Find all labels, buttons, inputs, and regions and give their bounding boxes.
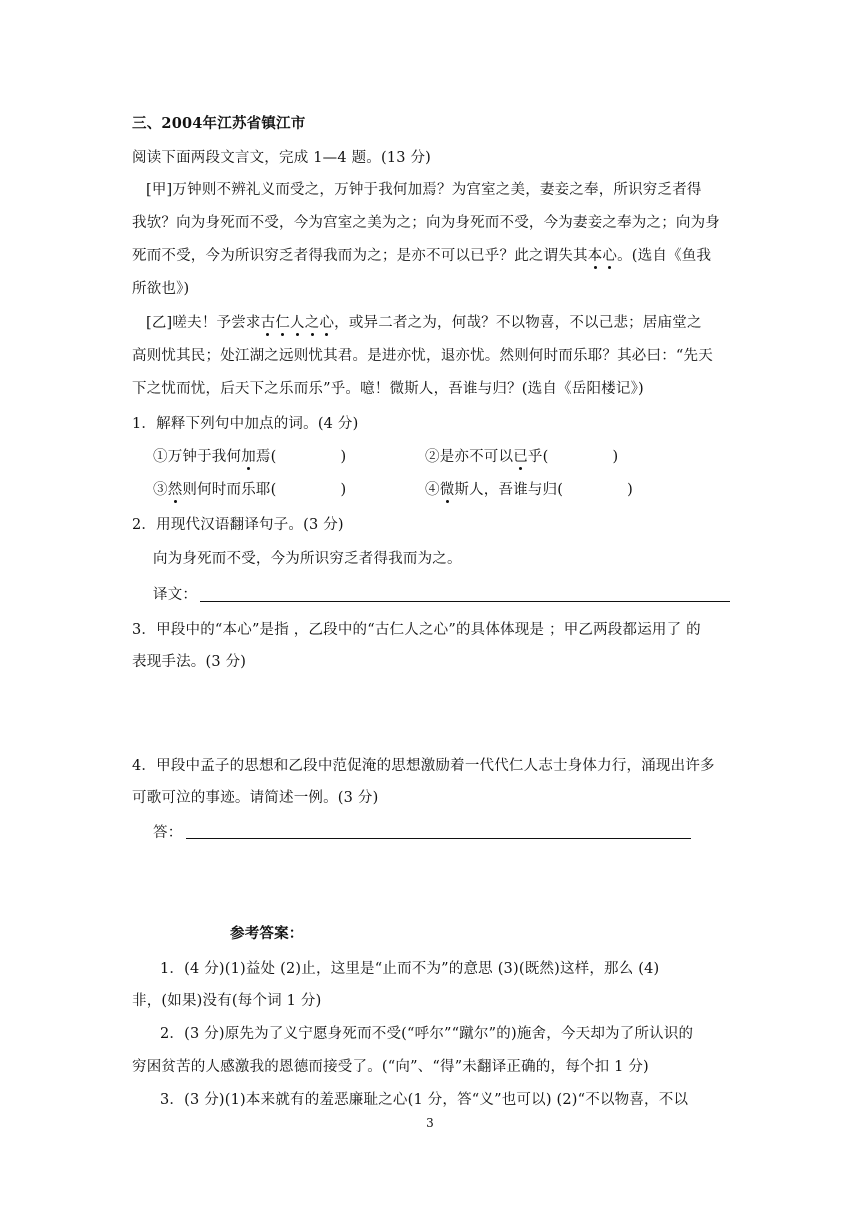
q4-answer-label: 答： xyxy=(153,825,183,841)
jia-line-4: 所欲也》) xyxy=(132,281,190,297)
q1-title: 1．解释下列句中加点的词。(4 分) xyxy=(132,416,359,432)
q2-sentence: 向为身死而不受，今为所识穷乏者得我而为之。 xyxy=(153,551,462,567)
dotted-word: 之 xyxy=(304,315,320,331)
dotted-word: 本 xyxy=(587,248,603,264)
q4-line-1: 4．甲段中孟子的思想和乙段中范促淹的思想激励着一代代仁人志士身体力行，涌现出许多 xyxy=(132,758,715,774)
q1-item-2: ②是亦不可以已乎( ) xyxy=(425,449,619,465)
yi-line-1: [乙]嗟夫！予尝求古仁人之心，或异二者之为，何哉？不以物喜，不以己悲；居庙堂之 xyxy=(146,315,702,331)
q1-item-3: ③然则何时而乐耶( ) xyxy=(153,482,347,498)
q3-line-2: 表现手法。(3 分) xyxy=(132,654,247,670)
answer-2-line-1: 2．(3 分)原先为了义宁愿身死而不受(“呼尔”“蹴尔”的)施舍，今天却为了所认识的 xyxy=(160,1026,694,1042)
page-number: 3 xyxy=(426,1116,434,1130)
q1-item-4: ④微斯人，吾谁与归( ) xyxy=(425,482,634,498)
dotted-word: 加 xyxy=(241,449,256,465)
q4-answer-line[interactable] xyxy=(186,838,691,839)
dotted-word: 仁 xyxy=(275,315,291,331)
dotted-word: 微 xyxy=(439,482,455,498)
q2-answer-line[interactable] xyxy=(200,601,730,602)
answer-1-line-1: 1．(4 分)(1)益处 (2)止，这里是“止而不为”的意思 (3)(既然)这样，那么 (4) xyxy=(160,961,660,977)
q1-item-1: ①万钟于我何加焉( ) xyxy=(153,449,347,465)
jia-line-3: 死而不受，今为所识穷乏者得我而为之；是亦不可以已乎？此之谓失其本心。(选自《鱼我 xyxy=(132,248,712,264)
dotted-word: 心 xyxy=(319,315,335,331)
answer-2-line-2: 穷困贫苦的人感激我的恩德而接受了。(“向”、“得”未翻译正确的，每个扣 1 分) xyxy=(132,1059,649,1075)
answers-title: 参考答案： xyxy=(230,925,304,942)
dotted-word: 已 xyxy=(513,449,528,465)
dotted-word: 古 xyxy=(260,315,276,331)
answer-3-line-1: 3．(3 分)(1)本来就有的羞恶廉耻之心(1 分，答“义”也可以) (2)“不以物喜，不以 xyxy=(160,1092,689,1108)
jia-line-1: [甲]万钟则不辨礼义而受之，万钟于我何加焉？为宫室之美，妻妾之奉，所识穷乏者得 xyxy=(146,182,702,198)
yi-line-2: 高则忧其民；处江湖之远则忧其君。是进亦忧，退亦忧。然则何时而乐耶？其必曰：“先天 xyxy=(132,348,713,364)
q4-line-2: 可歌可泣的事迹。请简述一例。(3 分) xyxy=(132,790,379,806)
dotted-word: 然 xyxy=(167,482,183,498)
dotted-word: 人 xyxy=(290,315,305,331)
answer-1-line-2: 非，(如果)没有(每个词 1 分) xyxy=(132,993,322,1009)
section-title: 三、2004年江苏省镇江市 xyxy=(132,115,306,132)
q2-translation-label: 译文： xyxy=(153,587,198,603)
dotted-word: 心 xyxy=(602,248,618,264)
yi-line-3: 下之忧而忧，后天下之乐而乐”乎。噫！微斯人，吾谁与归？(选自《岳阳楼记》) xyxy=(132,381,644,397)
jia-line-2: 我欤？向为身死而不受，今为宫室之美为之；向为身死而不受，今为妻妾之奉为之；向为身 xyxy=(132,215,720,231)
q3-line-1: 3．甲段中的“本心”是指 ，乙段中的“古仁人之心”的具体体现是 ；甲乙两段都运用了 的 xyxy=(132,622,701,638)
instruction: 阅读下面两段文言文，完成 1—4 题。(13 分) xyxy=(132,150,432,166)
q2-title: 2．用现代汉语翻译句子。(3 分) xyxy=(132,517,344,533)
